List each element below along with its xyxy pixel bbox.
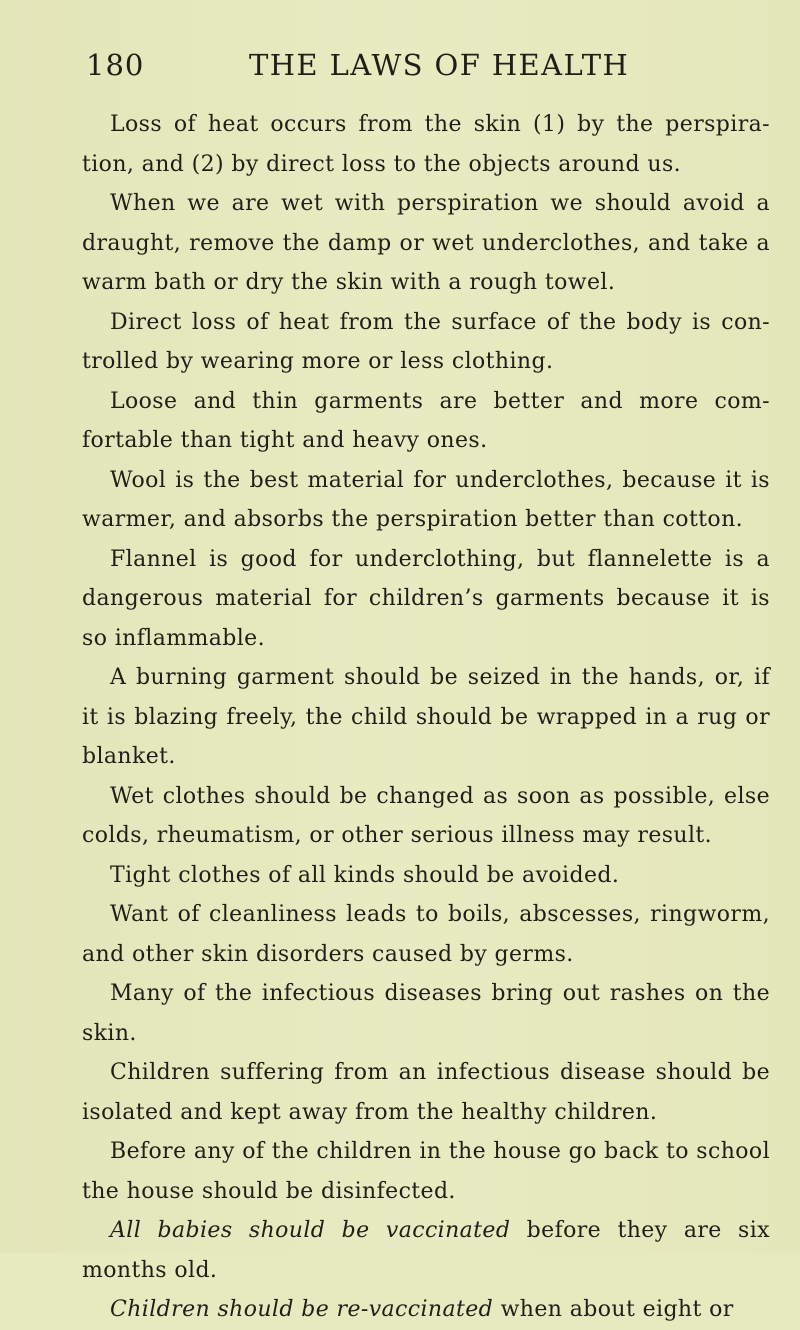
- paragraph-flannel: Flannel is good for underclothing, but flannelette is a dangerous material for children’s garments because it is so inflammable.: [82, 546, 770, 651]
- vaccination-text: before they are six months old.: [82, 1218, 770, 1283]
- paragraph-wool: Wool is the best material for underclothes, because it is warmer, and absorbs the perspiration better than cotton.: [82, 467, 770, 532]
- paragraph-isolation: Children suffering from an infectious disease should be isolated and kept away from the healthy children.: [82, 1060, 770, 1125]
- page-header: [86, 45, 774, 95]
- revaccination-emphasis: Children should be re-vaccinated: [110, 1297, 494, 1322]
- page-body: [82, 105, 770, 1330]
- paragraph-vaccination: [82, 1211, 770, 1290]
- paragraph-tight-clothes: Tight clothes of all kinds should be avoided.: [110, 862, 620, 888]
- paragraph-wet-perspiration: When we are wet with perspiration we should avoid a draught, remove the damp or wet underclothes, and take a warm bath or dry the skin with a rough towel.: [82, 191, 770, 295]
- paragraph-rashes: Many of the infectious diseases bring out rashes on the skin.: [82, 981, 770, 1046]
- paragraph-wet-clothes: Wet clothes should be changed as soon as possible, else colds, rheumatism, or other serious illness may result.: [82, 783, 770, 848]
- paragraph-cleanliness: Want of cleanliness leads to boils, abscesses, ringworm, and other skin disorders caused by germs.: [82, 902, 770, 967]
- running-title: THE LAWS OF HEALTH: [249, 48, 630, 82]
- paragraph-loose-garments: Loose and thin garments are better and more com-fortable than tight and heavy ones.: [82, 388, 770, 453]
- revaccination-text: when about eight or: [493, 1297, 734, 1322]
- paragraph-burning-garment: A burning garment should be seized in the hands, or, if it is blazing freely, the child should be wrapped in a rug or blanket.: [82, 665, 770, 769]
- paragraph-loss-of-heat: Loss of heat occurs from the skin (1) by the perspira-tion, and (2) by direct loss to the objects around us.: [82, 112, 770, 177]
- vaccination-emphasis: All babies should be vaccinated: [110, 1218, 511, 1243]
- paragraph-disinfection: Before any of the children in the house go back to school the house should be disinfected.: [82, 1139, 771, 1204]
- paragraph-revaccination: [82, 1290, 770, 1330]
- page-number: 180: [86, 48, 145, 82]
- paragraph-direct-loss: Direct loss of heat from the surface of the body is con-trolled by wearing more or less clothing.: [82, 309, 770, 374]
